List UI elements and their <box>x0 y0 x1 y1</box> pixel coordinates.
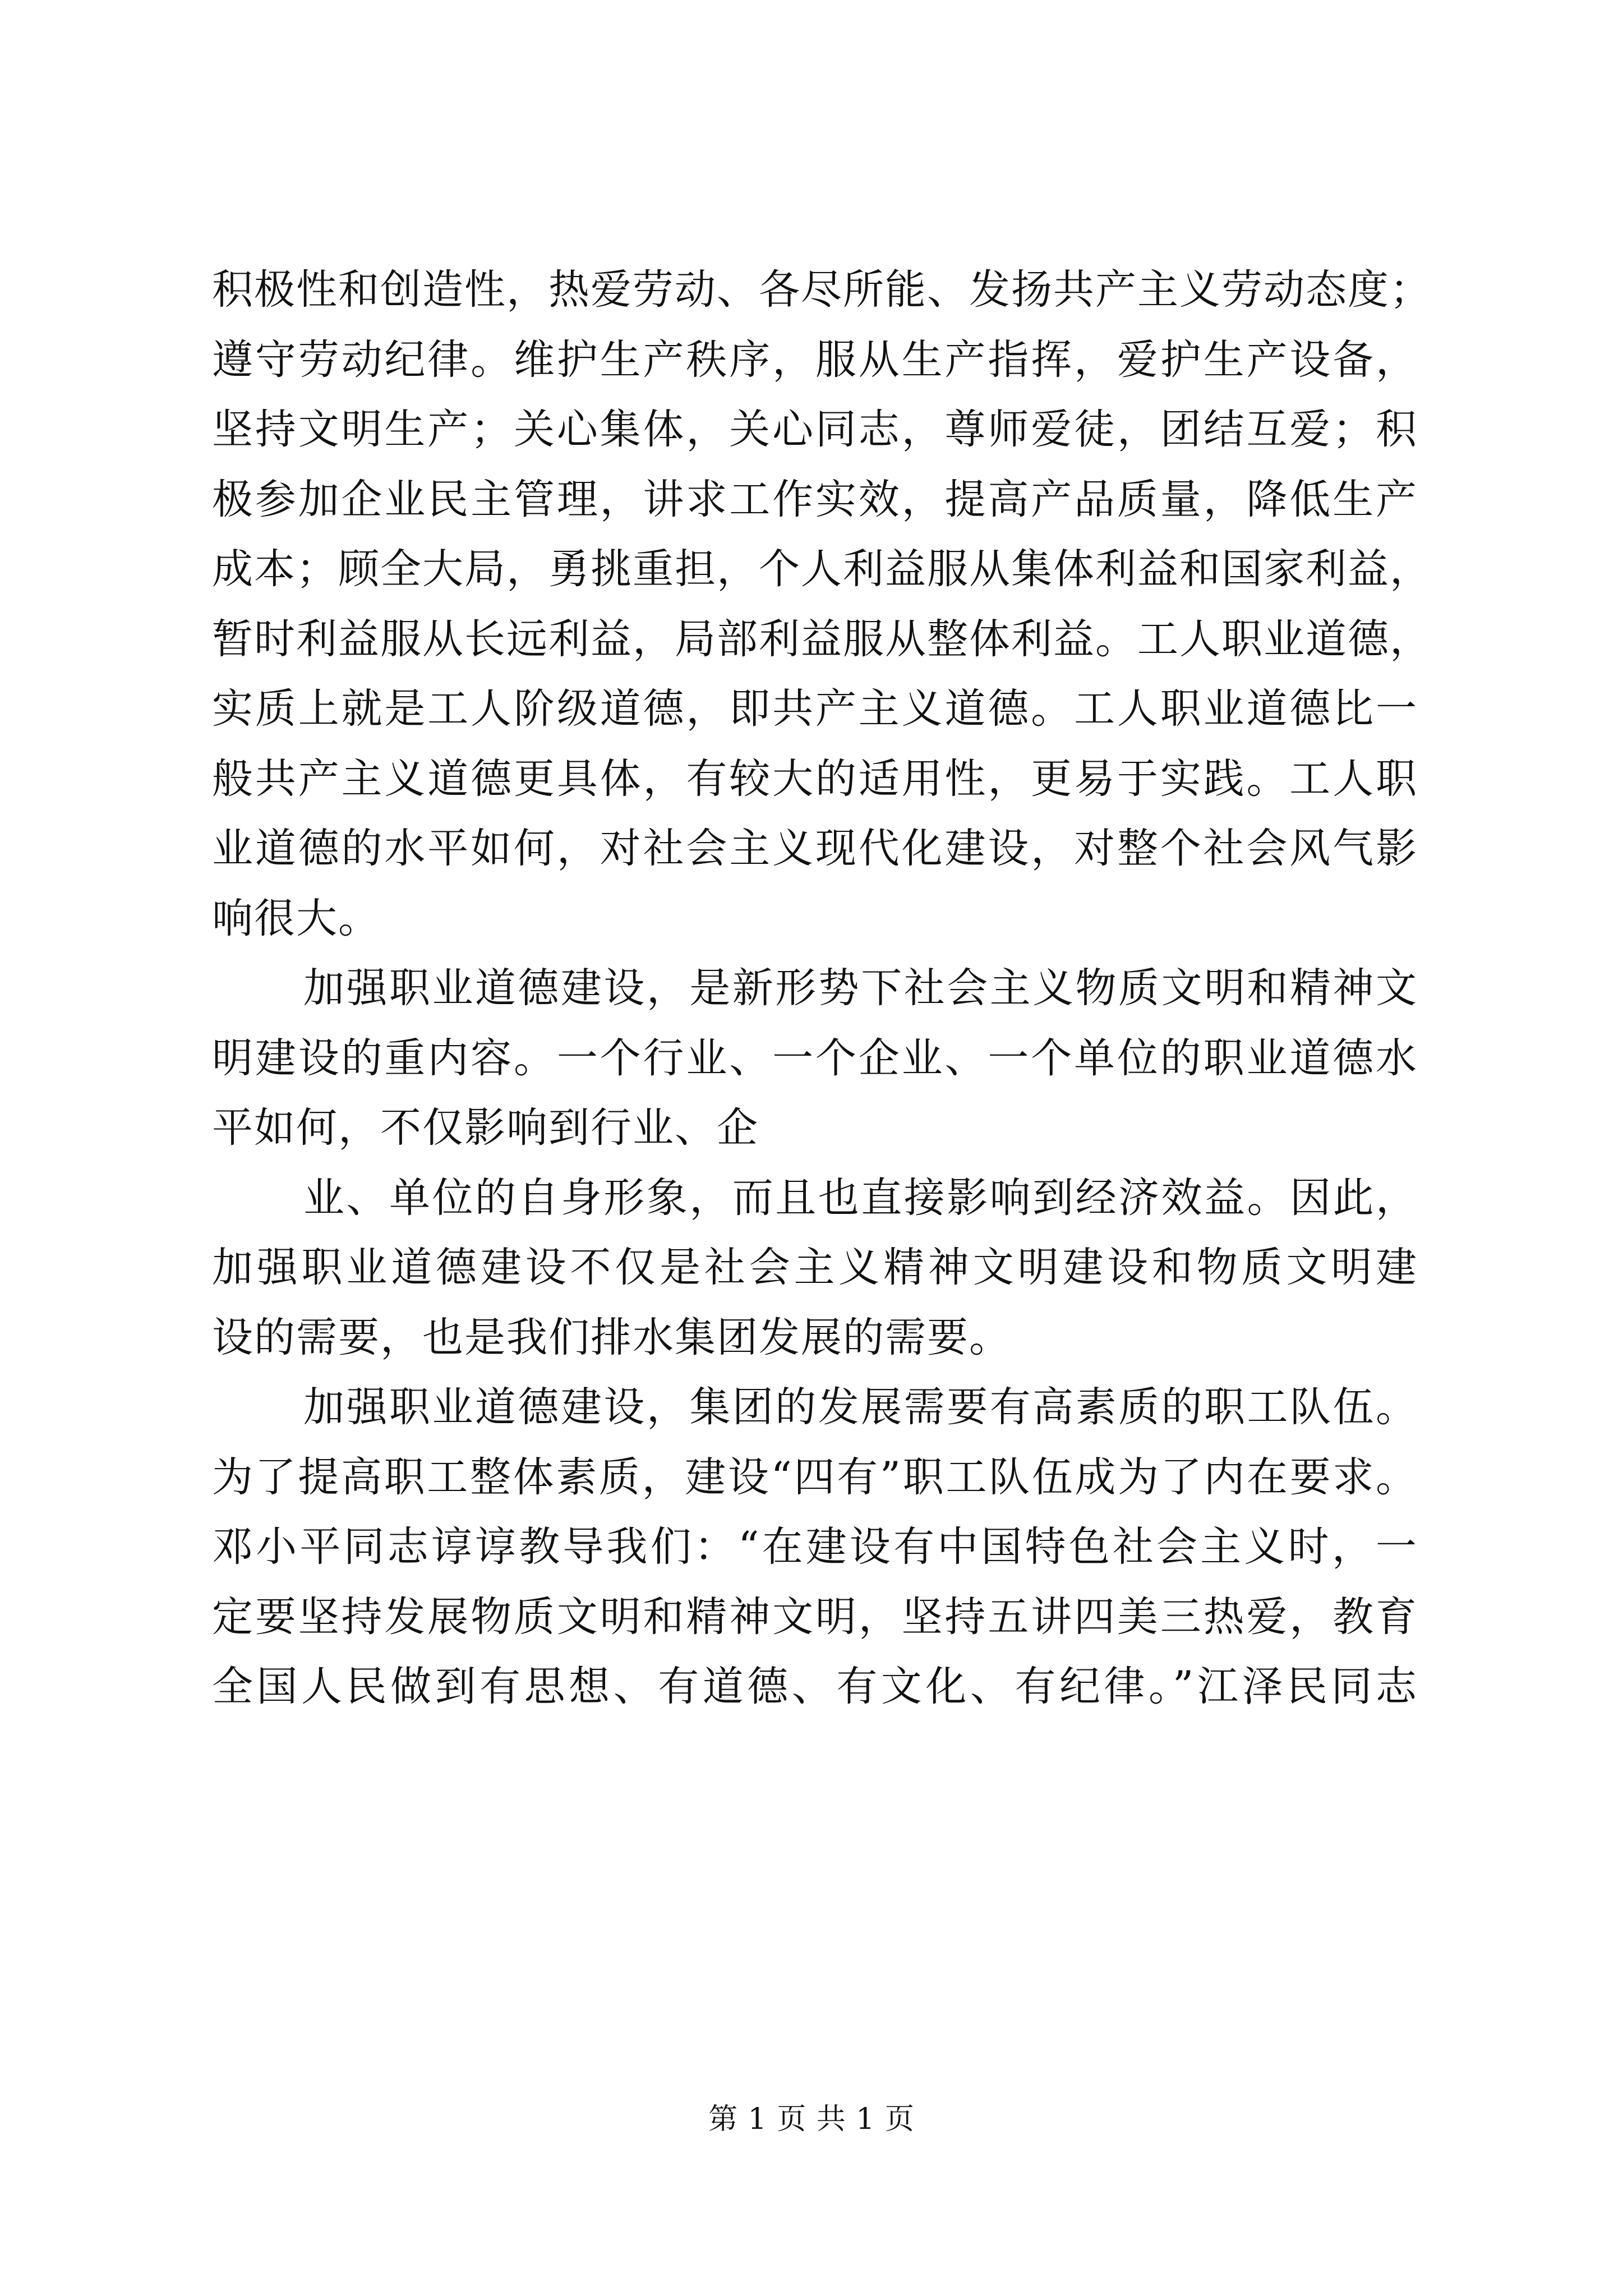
text-line: 邓小平同志谆谆教导我们：“在建设有中国特色社会主义时，一 <box>212 1523 1418 1571</box>
text-line: 暂时利益服从长远利益，局部利益服从整体利益。工人职业道德， <box>212 615 1432 663</box>
text-line: 设的需要，也是我们排水集团发展的需要。 <box>212 1313 1011 1361</box>
text-line: 加强职业道德建设，是新形势下社会主义物质文明和精神文 <box>303 964 1418 1012</box>
text-line: 加强职业道德建设不仅是社会主义精神文明建设和物质文明建 <box>212 1244 1418 1291</box>
text-line: 全国人民做到有思想、有道德、有文化、有纪律。”江泽民同志 <box>212 1663 1418 1710</box>
text-line: 为了提高职工整体素质，建设“四有”职工队伍成为了内在要求。 <box>212 1453 1418 1501</box>
text-line: 极参加企业民主管理，讲求工作实效，提高产品质量，降低生产 <box>212 475 1418 523</box>
text-line: 业道德的水平如何，对社会主义现代化建设，对整个社会风气影 <box>212 825 1418 872</box>
text-line: 响很大。 <box>212 894 380 942</box>
page-number-footer: 第 1 页 共 1 页 <box>708 2102 915 2136</box>
text-line: 遵守劳动纪律。维护生产秩序，服从生产指挥，爱护生产设备， <box>212 335 1418 384</box>
text-line: 业、单位的自身形象，而且也直接影响到经济效益。因此， <box>303 1174 1418 1222</box>
text-line: 加强职业道德建设，集团的发展需要有高素质的职工队伍。 <box>303 1383 1418 1431</box>
text-line: 坚持文明生产；关心集体，关心同志，尊师爱徒，团结互爱；积 <box>212 406 1418 453</box>
text-line: 成本；顾全大局，勇挑重担，个人利益服从集体利益和国家利益， <box>212 545 1432 593</box>
document-body <box>212 255 1432 1722</box>
text-line: 平如何，不仅影响到行业、企 <box>212 1104 759 1152</box>
text-line: 定要坚持发展物质文明和精神文明，坚持五讲四美三热爱，教育 <box>212 1593 1418 1641</box>
text-line: 般共产主义道德更具体，有较大的适用性，更易于实践。工人职 <box>212 754 1418 803</box>
text-line: 明建设的重内容。一个行业、一个企业、一个单位的职业道德水 <box>212 1034 1418 1082</box>
text-line: 积极性和创造性，热爱劳动、各尽所能、发扬共产主义劳动态度； <box>212 266 1432 314</box>
text-line: 实质上就是工人阶级道德，即共产主义道德。工人职业道德比一 <box>212 685 1418 733</box>
